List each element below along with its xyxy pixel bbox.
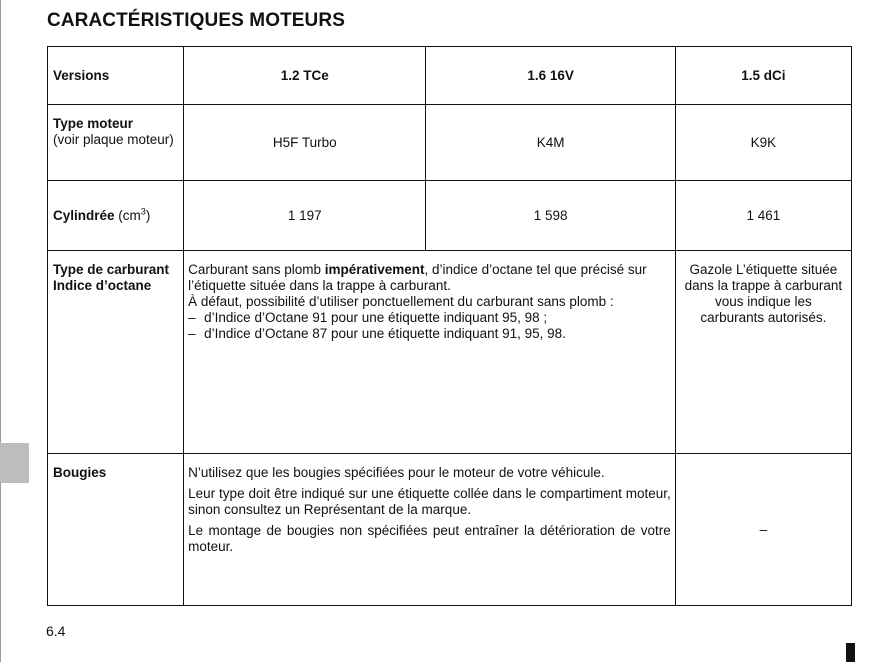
fuel-text-post: , d’indice d’octane tel que précisé sur l’étiquette située dans la trappe à carburant. bbox=[188, 262, 647, 293]
engine-type-2: K4M bbox=[426, 105, 675, 181]
engine-type-1: H5F Turbo bbox=[184, 105, 426, 181]
spark-paragraph-3: Le montage de bougies non spécifiées peut entraîner la détérioration de votre moteur. bbox=[188, 523, 671, 554]
engine-type-3: K9K bbox=[675, 105, 851, 181]
displacement-3: 1 461 bbox=[675, 181, 851, 251]
header-version-3: 1.5 dCi bbox=[675, 47, 851, 105]
engine-specs-table bbox=[47, 46, 852, 606]
fuel-text-pre: Carburant sans plomb bbox=[188, 262, 325, 277]
spark-plugs-diesel: – bbox=[675, 454, 851, 606]
displacement-1: 1 197 bbox=[184, 181, 426, 251]
page-title: CARACTÉRISTIQUES MOTEURS bbox=[47, 10, 345, 31]
table-row bbox=[48, 454, 852, 606]
fuel-paragraph-1 bbox=[188, 262, 669, 294]
fuel-type-label: Type de carburant bbox=[53, 262, 170, 277]
section-tab-marker bbox=[0, 443, 29, 483]
page-number: 6.4 bbox=[46, 623, 66, 639]
displacement-label: Cylindrée bbox=[53, 207, 115, 223]
row-label-engine-type bbox=[48, 105, 184, 181]
header-version-2: 1.6 16V bbox=[426, 47, 675, 105]
list-item: – d’Indice d’Octane 87 pour une étiquette indiquant 91, 95, 98. bbox=[188, 326, 669, 342]
table-row bbox=[48, 181, 852, 251]
displacement-2: 1 598 bbox=[426, 181, 675, 251]
octane-label: Indice d’octane bbox=[53, 278, 152, 293]
fuel-petrol-text bbox=[184, 251, 676, 454]
engine-type-label: Type moteur bbox=[53, 116, 134, 131]
table-row bbox=[48, 251, 852, 454]
fuel-paragraph-2: À défaut, possibilité d’utiliser ponctuellement du carburant sans plomb : bbox=[188, 294, 614, 309]
spark-paragraph-2: Leur type doit être indiqué sur une étiquette collée dans le compartiment moteur, sinon consultez un Représentant de la marque. bbox=[188, 486, 671, 517]
row-label-fuel bbox=[48, 251, 184, 454]
page-edge-rule bbox=[0, 0, 1, 662]
displacement-unit-pre: (cm bbox=[118, 207, 141, 223]
row-label-spark-plugs bbox=[48, 454, 184, 606]
engine-type-sublabel: (voir plaque moteur) bbox=[53, 132, 174, 147]
displacement-unit-exponent: 3 bbox=[140, 206, 146, 216]
table-header-row bbox=[48, 47, 852, 105]
octane-list bbox=[188, 310, 669, 342]
spark-plugs-text bbox=[184, 454, 676, 606]
spark-plugs-label: Bougies bbox=[53, 465, 107, 480]
fuel-text-emphasis: impérativement bbox=[324, 262, 425, 277]
list-item: – d’Indice d’Octane 91 pour une étiquette indiquant 95, 98 ; bbox=[188, 310, 669, 326]
spark-paragraph-1: N’utilisez que les bougies spécifiées pour le moteur de votre véhicule. bbox=[188, 465, 605, 480]
header-versions: Versions bbox=[48, 47, 184, 105]
row-label-displacement bbox=[48, 181, 184, 251]
fuel-diesel-text: Gazole L’étiquette située dans la trappe à carburant vous indique les carburants autorisés. bbox=[675, 251, 851, 454]
header-version-1: 1.2 TCe bbox=[184, 47, 426, 105]
displacement-unit-post: ) bbox=[145, 207, 151, 223]
corner-print-mark bbox=[846, 643, 855, 662]
table-row bbox=[48, 105, 852, 181]
